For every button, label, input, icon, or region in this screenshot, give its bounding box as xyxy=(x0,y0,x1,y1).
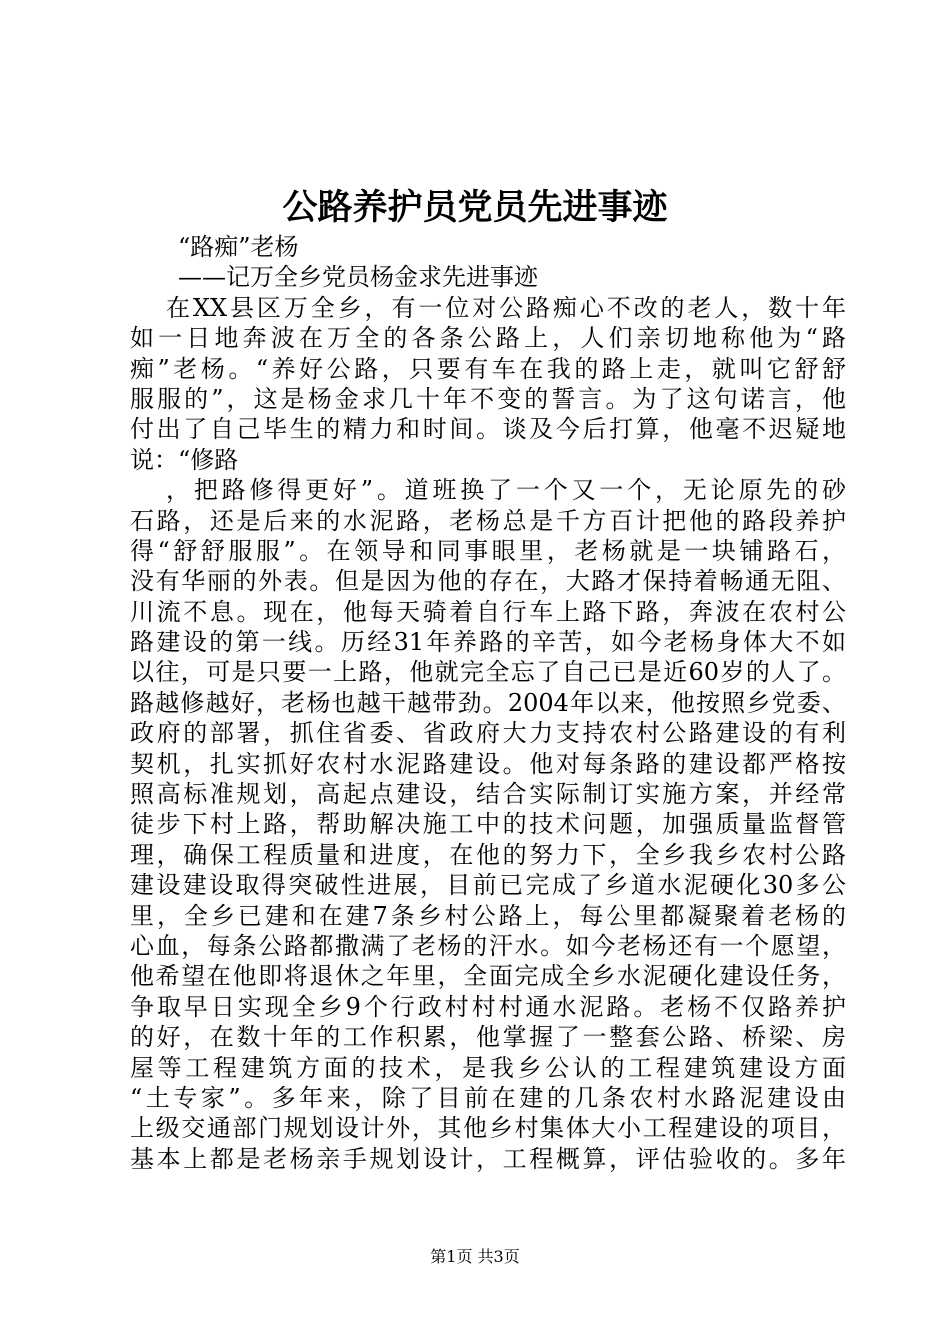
document-title: 公路养护员党员先进事迹 xyxy=(282,187,668,228)
paragraph-line: 没有华丽的外表。但是因为他的存在，大路才保持着畅通无阻、 xyxy=(130,567,846,596)
paragraph-line: 路建设的第一线。历经31年养路的辛苦，如今老杨身体大不如 xyxy=(130,628,846,657)
paragraph-line: 心血，每条公路都撒满了老杨的汗水。如今老杨还有一个愿望， xyxy=(130,931,846,960)
paragraph-line: 得“舒舒服服”。在领导和同事眼里，老杨就是一块铺路石， xyxy=(130,536,846,565)
paragraph-line: 石路，还是后来的水泥路，老杨总是千方百计把他的路段养护 xyxy=(130,506,846,535)
document-body xyxy=(130,232,846,1174)
paragraph-line: 付出了自己毕生的精力和时间。谈及今后打算，他毫不迟疑地 xyxy=(130,415,846,444)
paragraph-line: 屋等工程建筑方面的技术，是我乡公认的工程建筑建设方面 xyxy=(130,1053,846,1082)
paragraph-line: 政府的部署，抓住省委、省政府大力支持农村公路建设的有利 xyxy=(130,719,846,748)
paragraph-line: 里，全乡已建和在建7条乡村公路上，每公里都凝聚着老杨的 xyxy=(130,901,846,930)
paragraph-line: 痴”老杨。“养好公路，只要有车在我的路上走，就叫它舒舒 xyxy=(130,354,846,383)
subtitle-line: “路痴”老杨 xyxy=(178,233,299,261)
paragraph-line: 他希望在他即将退休之年里，全面完成全乡水泥硬化建设任务， xyxy=(130,962,846,991)
paragraph-line: 如一日地奔波在万全的各条公路上，人们亲切地称他为“路 xyxy=(130,324,846,353)
paragraph-line: 基本上都是老杨亲手规划设计，工程概算，评估验收的。多年 xyxy=(130,1144,846,1173)
paragraph-line: 争取早日实现全乡9个行政村村村通水泥路。老杨不仅路养护 xyxy=(130,992,846,1021)
subtitle-line: ——记万全乡党员杨金求先进事迹 xyxy=(178,263,538,292)
paragraph-line: 说：“修路 xyxy=(130,445,239,474)
paragraph-line: ，把路修得更好”。道班换了一个又一个，无论原先的砂 xyxy=(166,476,846,505)
paragraph-line: 川流不息。现在，他每天骑着自行车上路下路，奔波在农村公 xyxy=(130,597,846,626)
page-footer: 第1页 共3页 xyxy=(430,1247,520,1266)
paragraph-line: 路越修越好，老杨也越干越带劲。2004年以来，他按照乡党委、 xyxy=(130,688,846,717)
paragraph-line: 徒步下村上路，帮助解决施工中的技术问题，加强质量监督管 xyxy=(130,810,846,839)
paragraph-line: 的好，在数十年的工作积累，他掌握了一整套公路、桥梁、房 xyxy=(130,1023,846,1052)
paragraph-line: 服服的”，这是杨金求几十年不变的誓言。为了这句诺言，他 xyxy=(130,384,846,413)
paragraph-line: 在XX县区万全乡，有一位对公路痴心不改的老人，数十年 xyxy=(166,293,846,322)
paragraph-line: 照高标准规划，高起点建设，结合实际制订实施方案，并经常 xyxy=(130,780,846,809)
paragraph-line: 以往，可是只要一上路，他就完全忘了自己已是近60岁的人了。 xyxy=(130,658,846,687)
paragraph-line: 契机，扎实抓好农村水泥路建设。他对每条路的建设都严格按 xyxy=(130,749,846,778)
paragraph-line: 建设建设取得突破性进展，目前已完成了乡道水泥硬化30多公 xyxy=(130,871,846,900)
paragraph-line: “土专家”。多年来，除了目前在建的几条农村水路泥建设由 xyxy=(130,1083,846,1112)
paragraph-line: 理，确保工程质量和进度，在他的努力下，全乡我乡农村公路 xyxy=(130,840,846,869)
paragraph-line: 上级交通部门规划设计外，其他乡村集体大小工程建设的项目， xyxy=(130,1114,846,1143)
